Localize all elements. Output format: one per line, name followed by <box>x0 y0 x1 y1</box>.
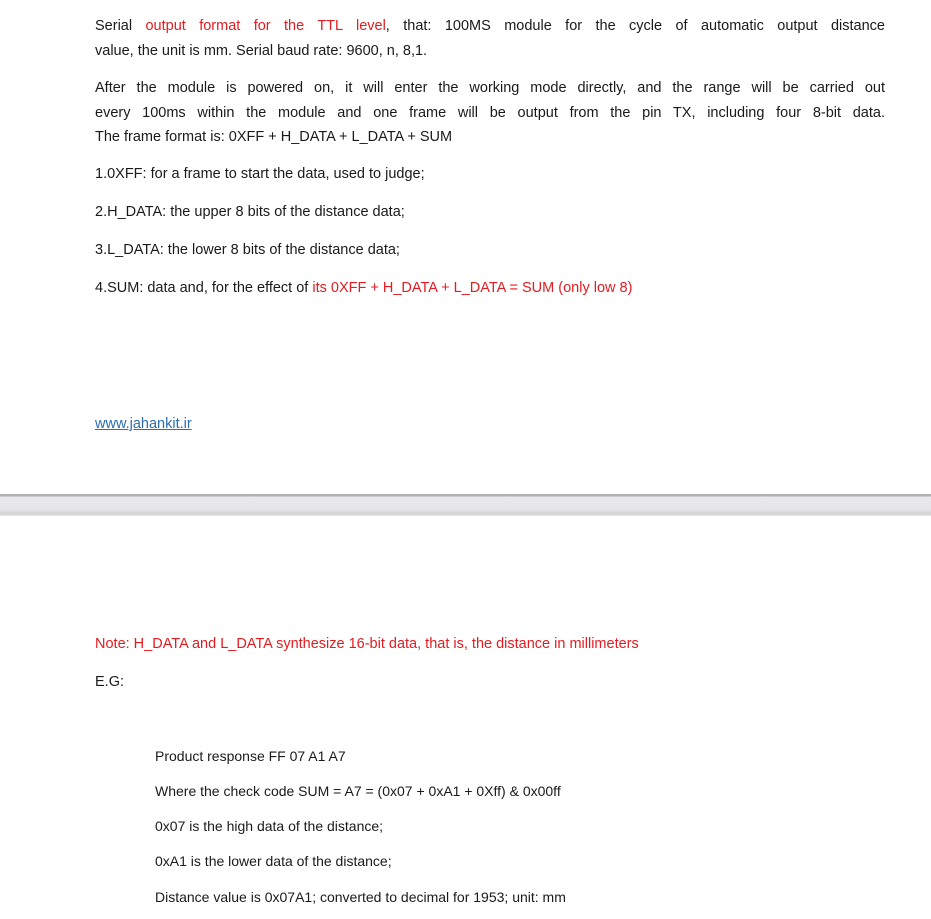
intro-paragraph-line2: value, the unit is mm. Serial baud rate: 9600, n, 8,1. <box>95 42 428 59</box>
example-line-5: Distance value is 0x07A1; converted to decimal for 1953; unit: mm <box>155 889 566 905</box>
frame-item-4-red: its 0XFF + H_DATA + L_DATA = SUM (only low 8) <box>312 280 633 296</box>
website-link-paragraph <box>95 412 885 437</box>
note-line: Note: H_DATA and L_DATA synthesize 16-bit data, that is, the distance in millimeters <box>95 636 639 652</box>
working-mode-line3: The frame format is: 0XFF + H_DATA + L_DATA + SUM <box>95 129 453 145</box>
example-line-4: 0xA1 is the lower data of the distance; <box>155 853 392 869</box>
intro-pre-text: Serial <box>95 18 146 34</box>
frame-item-1: 1.0XFF: for a frame to start the data, used to judge; <box>95 166 425 182</box>
example-line-1: Product response FF 07 A1 A7 <box>155 748 346 764</box>
frame-item-3: 3.L_DATA: the lower 8 bits of the distance data; <box>95 242 400 258</box>
intro-paragraph <box>95 14 885 63</box>
example-line-2: Where the check code SUM = A7 = (0x07 + 0xA1 + 0Xff) & 0x00ff <box>155 783 561 799</box>
frame-item-4-pre: 4.SUM: data and, for the effect of <box>95 280 313 296</box>
intro-paragraph-line1 <box>95 14 885 39</box>
example-line-3: 0x07 is the high data of the distance; <box>155 818 384 834</box>
intro-post-text: , that: 100MS module for the cycle of automatic output distance <box>385 18 885 34</box>
frame-item-4 <box>95 276 885 301</box>
working-mode-line1: After the module is powered on, it will enter the working mode directly, and the range will be carried out <box>95 80 885 96</box>
eg-label: E.G: <box>95 674 125 690</box>
working-mode-paragraph <box>95 76 885 150</box>
frame-item-2: 2.H_DATA: the upper 8 bits of the distance data; <box>95 204 405 220</box>
website-link[interactable]: www.jahankit.ir <box>95 416 192 432</box>
page-break-gap <box>0 494 931 516</box>
intro-red-text: output format for the TTL level <box>145 18 386 34</box>
working-mode-line2: every 100ms within the module and one frame will be output from the pin TX, including four 8-bit data. <box>95 104 885 121</box>
